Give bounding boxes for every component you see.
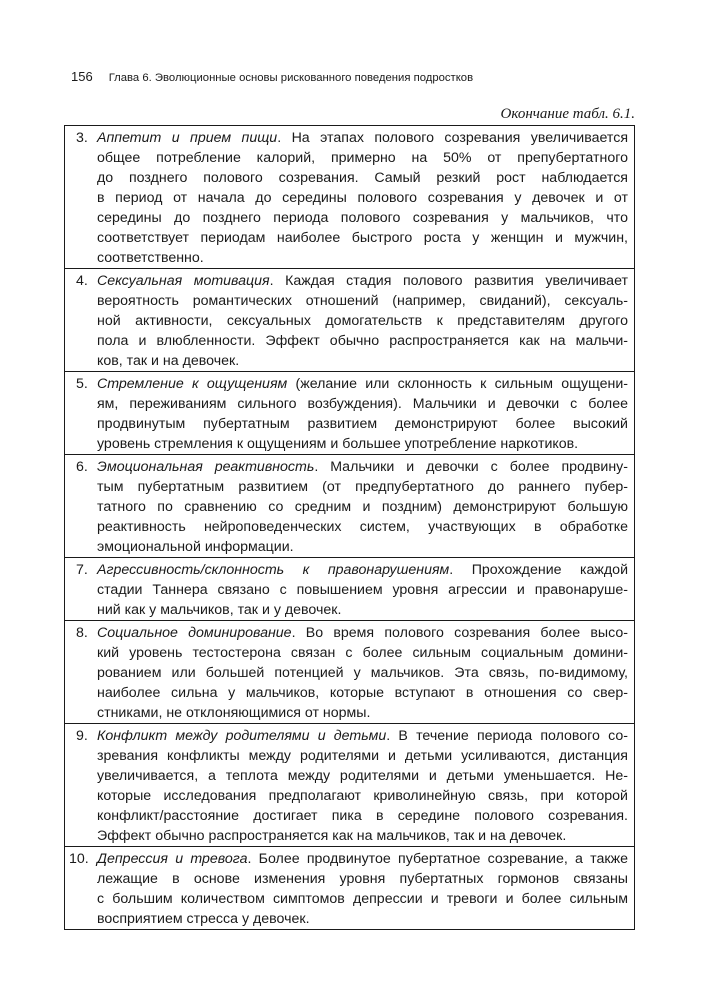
table — [64, 125, 635, 930]
table-row — [65, 454, 634, 557]
row-text-line: ний как у мальчиков, так и у девочек. — [97, 602, 342, 618]
row-term: Социальное доминирование — [97, 625, 292, 641]
row-text-line: которые исследования предполагают криволинейную связь, при которой — [97, 788, 628, 804]
row-text-line: в период от начала до середины полового созревания у девочек и от — [97, 190, 628, 206]
row-first-line-text: . Мальчики и девочки с более продвину- — [314, 459, 628, 475]
running-title: Глава 6. Эволюционные основы рискованного поведения подростков — [108, 72, 474, 84]
row-first-line — [97, 128, 628, 148]
row-term: Эмоциональная реактивность — [97, 459, 315, 475]
row-text-line: восприятием стресса у девочек. — [97, 911, 310, 927]
row-text-line: стадии Таннера связано с повышением уровня агрессии и правонаруше- — [97, 582, 628, 598]
row-first-line-text: . Более продвинутое пубертатное созревание, а также — [247, 851, 628, 867]
row-number: 10. — [69, 851, 89, 867]
row-first-line-text: . Прохождение каждой — [449, 562, 628, 578]
row-term: Депрессия и тревога — [97, 851, 248, 867]
row-text-line: татного по сравнению со средним и поздним) демонстрируют большую — [97, 499, 628, 515]
row-first-line-text: . Во время полового созревания более высо- — [291, 625, 628, 641]
table-row — [65, 126, 634, 268]
row-text-line: общее потребление калорий, примерно на 50% от препубертатного — [97, 150, 628, 166]
row-term: Стремление к ощущениям — [97, 376, 288, 392]
row-text-line: Эффект обычно распространяется как на мальчиков, так и на девочек. — [97, 828, 567, 844]
row-text-line: тым пубертатным развитием (от предпубертатного до раннего пубер- — [97, 479, 628, 495]
row-first-line — [97, 623, 628, 643]
table-row — [65, 268, 634, 371]
row-term: Сексуальная мотивация — [97, 273, 270, 289]
row-text-line: ной активности, сексуальных домогательств к представителям другого — [97, 313, 628, 329]
row-text-line: зревания конфликты между родителями и детьми усиливаются, дистанция — [97, 748, 628, 764]
page-number: 156 — [71, 69, 93, 84]
row-text-line: рованием или большей потенцией у мальчиков. Эта связь, по-видимому, — [97, 665, 628, 681]
table-row — [65, 723, 634, 846]
row-number: 9. — [76, 728, 88, 744]
row-first-line — [97, 849, 628, 869]
row-term: Конфликт между родителями и детьми — [97, 728, 387, 744]
row-text-line: наиболее сильна у мальчиков, которые вступают в отношения со свер- — [97, 685, 628, 701]
row-text-line: до позднего полового созревания. Самый резкий рост наблюдается — [97, 170, 628, 186]
row-first-line-text: (желание или склонность к сильным ощущени- — [287, 376, 629, 392]
row-first-line-text: . На этапах полового созревания увеличивается — [277, 130, 628, 146]
table-caption: Окончание табл. 6.1. — [500, 106, 635, 122]
row-text-line: реактивность нейроповеденческих систем, участвующих в обработке — [97, 519, 628, 535]
table-row — [65, 620, 634, 723]
row-text-line: ков, так и на девочек. — [97, 353, 240, 369]
row-first-line — [97, 374, 628, 394]
row-first-line-text: . Каждая стадия полового развития увеличивает — [269, 273, 628, 289]
table-row — [65, 557, 634, 620]
row-number: 8. — [76, 625, 88, 641]
row-text-line: кий уровень тестостерона связан с более сильным социальным домини- — [97, 645, 628, 661]
row-text-line: уровень стремления к ощущениям и большее употребление наркотиков. — [97, 436, 579, 452]
table-row — [65, 846, 634, 929]
row-text-line: соответствует периодам наиболее быстрого роста у женщин и мужчин, — [97, 230, 628, 246]
row-text-line: ям, переживаниям сильного возбуждения). Мальчики и девочки с более — [97, 396, 628, 412]
row-text-line: середины до позднего периода полового созревания у мальчиков, что — [97, 210, 628, 226]
row-number: 3. — [76, 130, 88, 146]
row-text-line: увеличивается, а теплота между родителями и детьми уменьшается. Не- — [97, 768, 628, 784]
row-number: 7. — [76, 562, 88, 578]
row-text-line: эмоциональной информации. — [97, 539, 294, 555]
row-text-line: продвинутым пубертатным развитием демонстрируют более высокий — [97, 416, 628, 432]
row-first-line-text: . В течение периода полового со- — [386, 728, 628, 744]
row-number: 6. — [76, 459, 88, 475]
row-text-line: пола и влюбленности. Эффект обычно распространяется как на мальчи- — [97, 333, 628, 349]
row-number: 5. — [76, 376, 88, 392]
row-text-line: стниками, не отклоняющимися от нормы. — [97, 705, 371, 721]
row-first-line — [97, 457, 628, 477]
row-first-line — [97, 560, 628, 580]
row-text-line: с большим количеством симптомов депрессии и тревоги и более сильным — [97, 891, 628, 907]
row-first-line — [97, 726, 628, 746]
table-row — [65, 371, 634, 454]
row-text-line: лежащие в основе изменения уровня пубертатных гормонов связаны — [97, 871, 628, 887]
page-header — [71, 68, 641, 86]
row-term: Аппетит и прием пищи — [97, 130, 278, 146]
row-first-line — [97, 271, 628, 291]
row-text-line: вероятность романтических отношений (например, свиданий), сексуаль- — [97, 293, 628, 309]
row-text-line: конфликт/расстояние достигает пика в середине полового созревания. — [97, 808, 628, 824]
row-term: Агрессивность/склонность к правонарушениям — [97, 562, 450, 578]
row-number: 4. — [76, 273, 88, 289]
row-text-line: соответственно. — [97, 250, 204, 266]
